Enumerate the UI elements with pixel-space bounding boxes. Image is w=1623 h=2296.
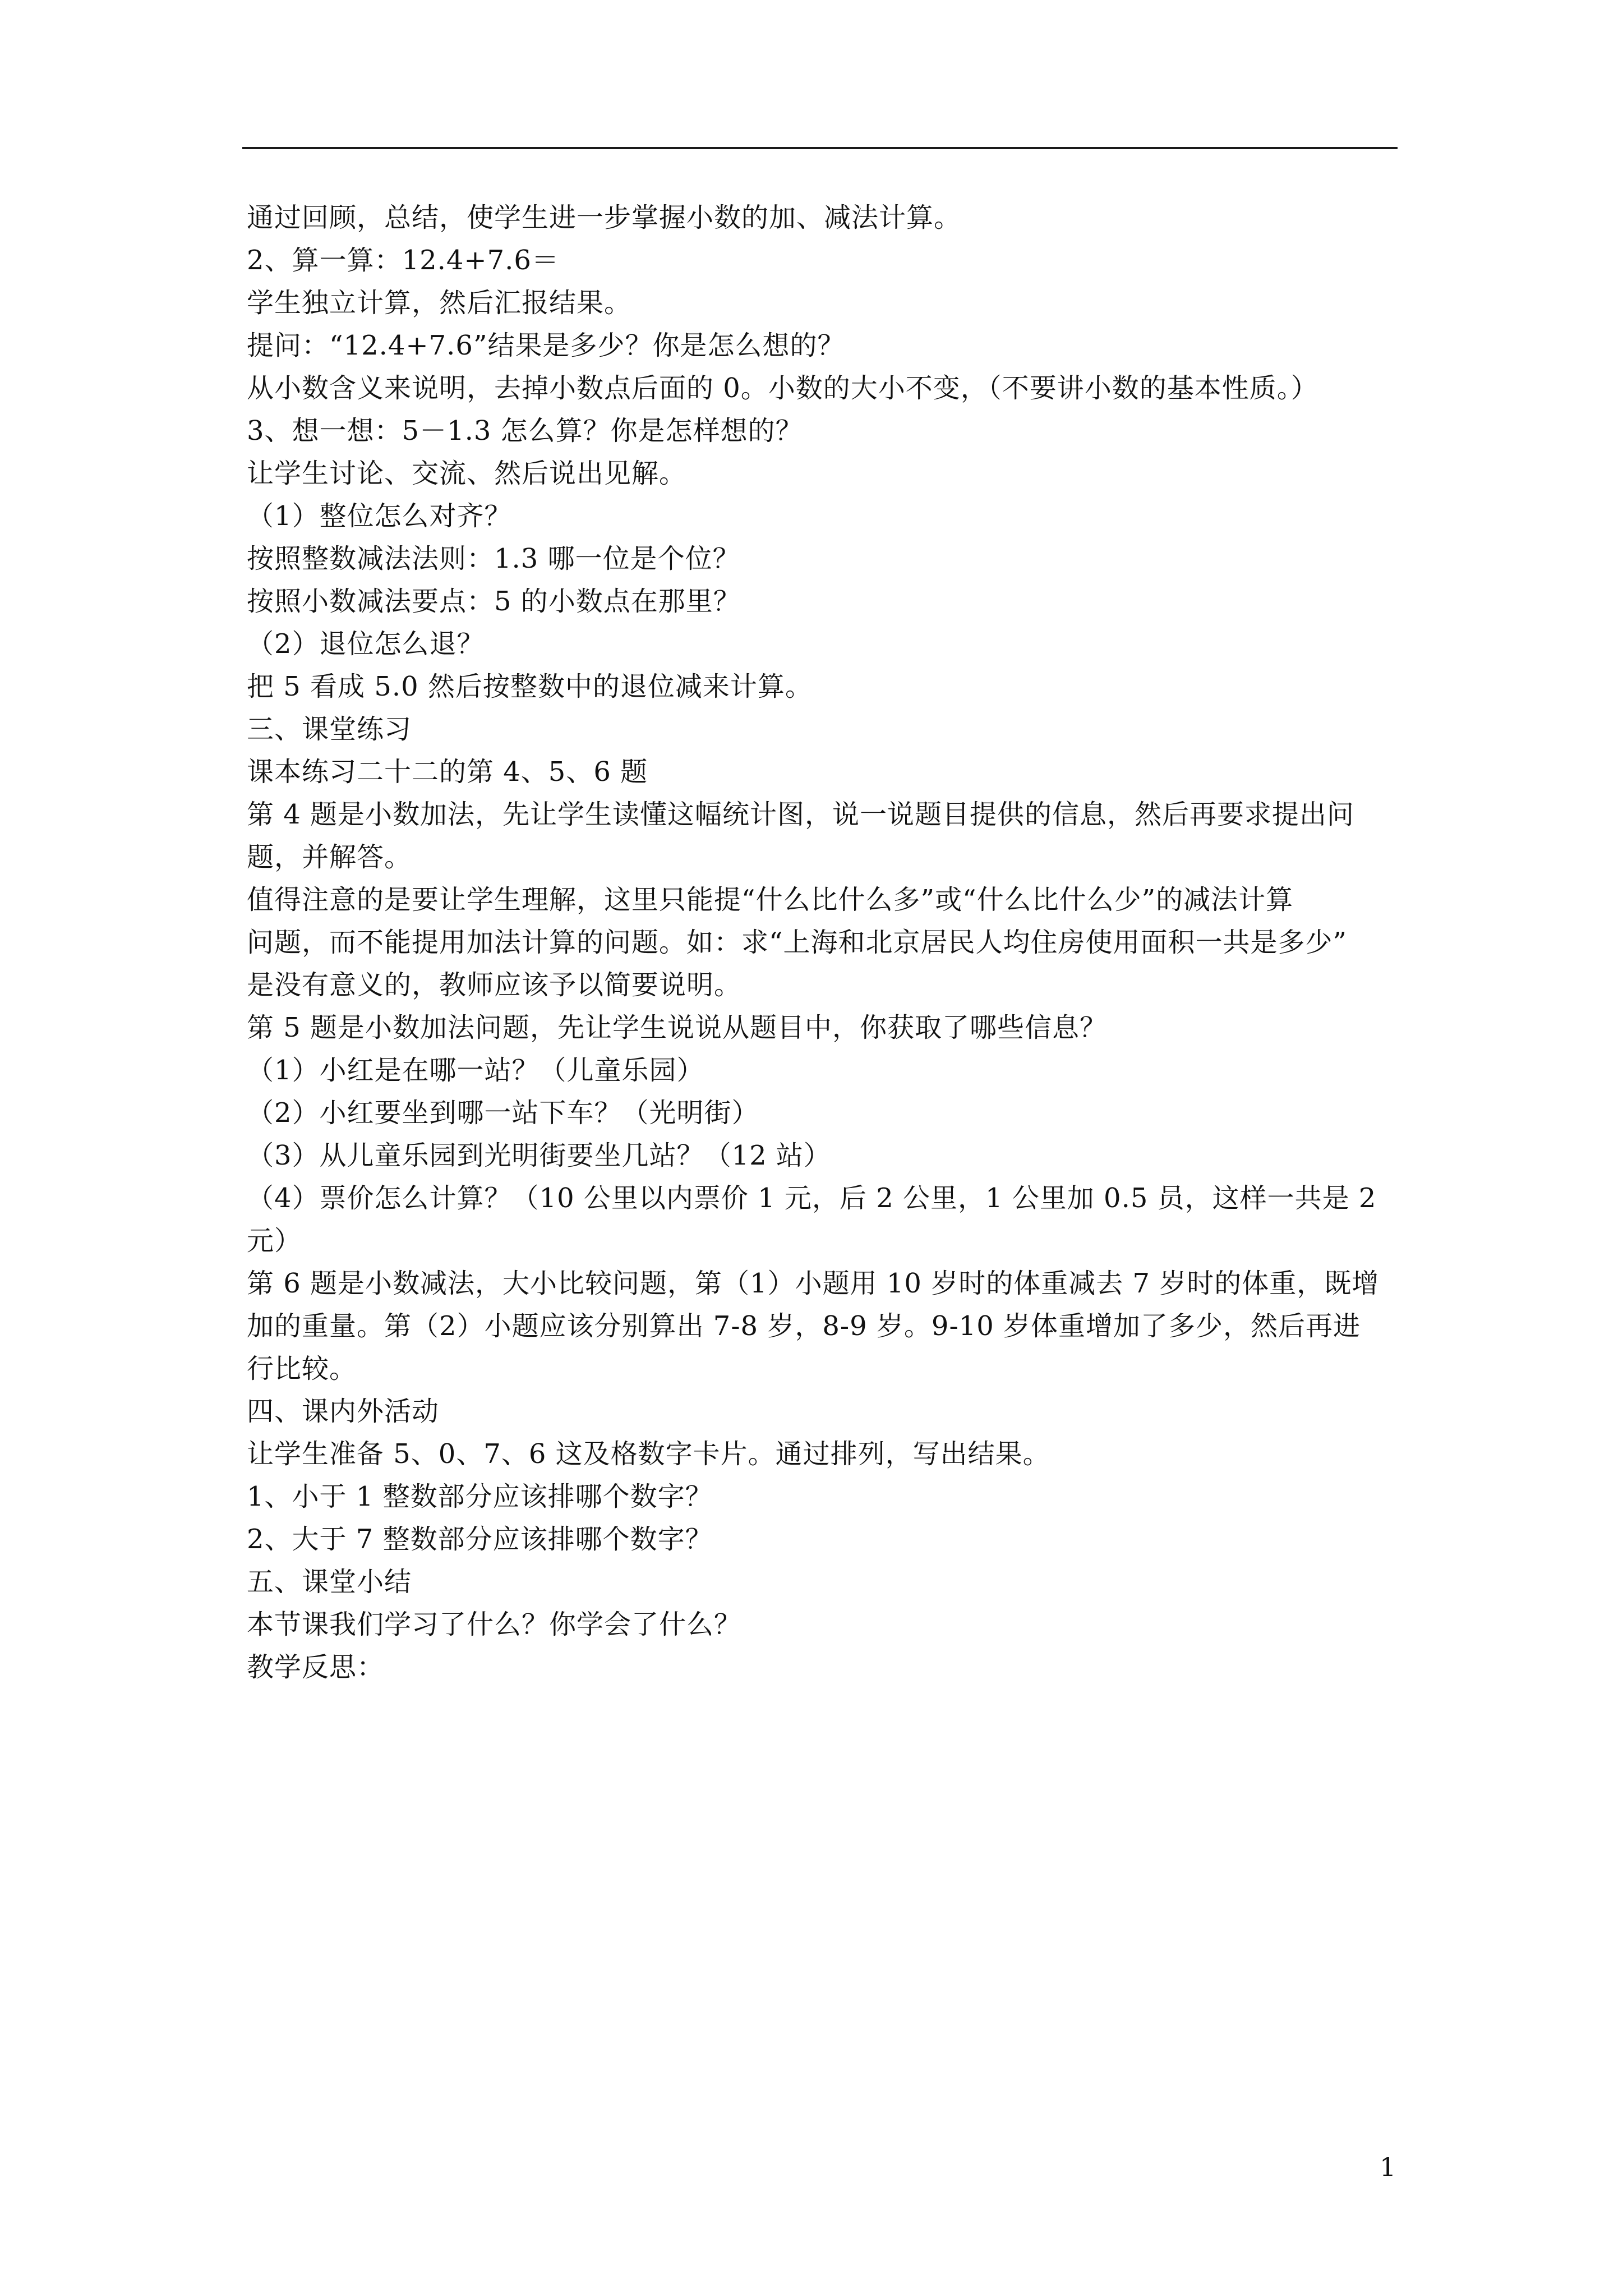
text-line: 是没有意义的，教师应该予以简要说明。 <box>247 969 742 1001</box>
text-line: 按照小数减法要点：5 的小数点在那里？ <box>247 586 741 617</box>
text-line: 把 5 看成 5.0 然后按整数中的退位减来计算。 <box>247 671 813 702</box>
text-line: 让学生讨论、交流、然后说出见解。 <box>247 458 687 489</box>
text-line: 通过回顾，总结，使学生进一步掌握小数的加、减法计算。 <box>247 202 962 233</box>
text-line: 值得注意的是要让学生理解，这里只能提“什么比什么多”或“什么比什么少”的减法计算 <box>247 884 1294 915</box>
text-line: （4）票价怎么计算？（10 公里以内票价 1 元，后 2 公里，1 公里加 0.5 员，这样一共是 2 <box>247 1182 1377 1214</box>
text-line: 让学生准备 5、0、7、6 这及格数字卡片。通过排列，写出结果。 <box>247 1438 1050 1470</box>
text-line: 提问：“12.4+7.6”结果是多少？你是怎么想的？ <box>247 330 845 361</box>
text-line: 第 6 题是小数减法，大小比较问题，第（1）小题用 10 岁时的体重减去 7 岁时的体重，既增 <box>247 1268 1380 1299</box>
text-line: 加的重量。第（2）小题应该分别算出 7-8 岁，8-9 岁。9-10 岁体重增加了多少，然后再进 <box>247 1310 1361 1342</box>
text-line: 元） <box>247 1225 302 1257</box>
text-line: 行比较。 <box>247 1353 357 1384</box>
text-line: 1、小于 1 整数部分应该排哪个数字？ <box>247 1481 713 1512</box>
text-line: 教学反思： <box>247 1651 385 1683</box>
text-line: （2）小红要坐到哪一站下车？（光明街） <box>247 1097 759 1129</box>
text-line: （2）退位怎么退？ <box>247 628 485 660</box>
text-line: 问题，而不能提用加法计算的问题。如：求“上海和北京居民人均住房使用面积一共是多少” <box>247 927 1348 958</box>
text-line: （1）小红是在哪一站？（儿童乐园） <box>247 1055 704 1086</box>
text-line: 第 4 题是小数加法，先让学生读懂这幅统计图，说一说题目提供的信息，然后再要求提出问 <box>247 799 1355 830</box>
text-line: 按照整数减法法则：1.3 哪一位是个位？ <box>247 543 740 574</box>
section-heading: 三、课堂练习 <box>247 714 412 745</box>
text-line: 第 5 题是小数加法问题，先让学生说说从题目中，你获取了哪些信息？ <box>247 1012 1108 1043</box>
text-line: 2、算一算：12.4+7.6＝ <box>247 245 559 276</box>
section-heading: 四、课内外活动 <box>247 1396 440 1427</box>
text-line: （1）整位怎么对齐？ <box>247 500 512 532</box>
text-line: 3、想一想：5－1.3 怎么算？你是怎样想的？ <box>247 415 803 447</box>
page-number: 1 <box>1380 2152 1396 2182</box>
text-line: 从小数含义来说明，去掉小数点后面的 0。小数的大小不变，（不要讲小数的基本性质。） <box>247 372 1318 404</box>
text-line: 2、大于 7 整数部分应该排哪个数字？ <box>247 1524 713 1555</box>
header-rule <box>242 147 1398 149</box>
document-body <box>247 196 1402 1688</box>
text-line: 学生独立计算，然后汇报结果。 <box>247 287 632 319</box>
text-line: 课本练习二十二的第 4、5、6 题 <box>247 756 648 788</box>
text-line: 本节课我们学习了什么？你学会了什么？ <box>247 1609 742 1640</box>
text-line: （3）从儿童乐园到光明街要坐几站？（12 站） <box>247 1140 831 1171</box>
section-heading: 五、课堂小结 <box>247 1566 412 1598</box>
text-line: 题，并解答。 <box>247 841 412 873</box>
